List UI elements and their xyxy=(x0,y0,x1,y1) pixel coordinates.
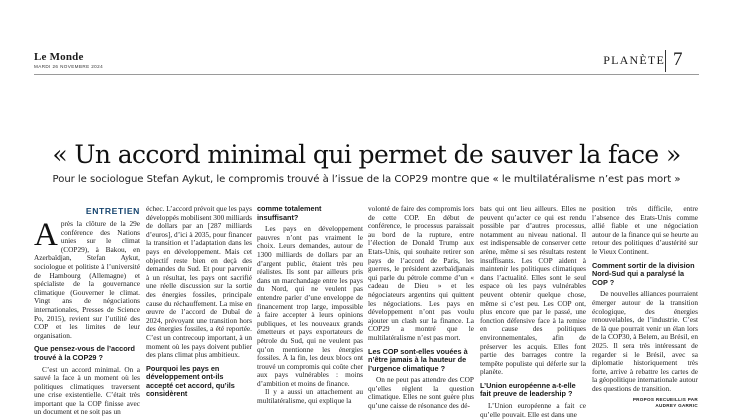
answer-2-continued: volonté de faire des compromis lors de cette COP. En début de conférence, le processus paraissait au bord de la rupture, entre l’élection de Donald Trump aux Etats-Unis, qui souhaite retirer son pays de l’accord de Paris, les guerres, le président azerbaïdjanais qui parle du pétrole comme d’un « cadeau de Dieu » et les négociateurs argentins qui quittent les négociations. Les pays en développement n’ont pas voulu ajouter un clash sur la finance. La COP29 a montré que le multilatéralisme n’est pas mort. xyxy=(368,204,474,342)
column-3 xyxy=(257,205,363,414)
intro-text: près la clôture de la 29e conférence des Nations unies sur le climat (COP29), à Bakou, en Azerbaïdjan, Stefan Aykut, sociologue et politiste à l’université de Hambourg (Allemagne) et spécialiste de la gouvernance climatique (Gouverner le climat. Vingt ans de négociations internationales, Presses de Science Po, 2015), revient sur l’utilité des COP et les limites de leur organisation. xyxy=(34,219,140,340)
question-4: L’Union européenne a-t-elle fait preuve de leadership ? xyxy=(480,380,576,399)
answer-5: De nouvelles alliances pourraient émerger autour de la transition écologique, des énergies renouvelables, de l’industrie. C’est de là que pourrait venir un élan lors de la COP30, à Belem, au Brésil, en 2025. Il sera très intéressant de regarder si le Brésil, avec sa diplomatie historiquement très forte, arrive à rebattre les cartes de la géopolitique internationale autour des questions de transition. xyxy=(592,289,698,393)
column-1 xyxy=(34,205,140,417)
article-standfirst: Pour le sociologue Stefan Aykut, le compromis trouvé à l’issue de la COP29 montre que « le multilatéralisme n’est pas mort » xyxy=(52,174,681,185)
answer-4-start: L’Union européenne a fait ce qu’elle pouvait. Elle est dans une xyxy=(480,401,586,419)
answer-1-start: C’est un accord minimal. On a sauvé la face à un moment où les politiques climatiques traversent une crise existentielle. C’était très important que la COP finisse avec un document et ne soit pas un xyxy=(34,364,140,417)
header-rule xyxy=(34,74,699,75)
column-5 xyxy=(480,204,586,419)
question-5: Comment sortir de la division Nord-Sud qui a paralysé la COP ? xyxy=(592,260,695,287)
masthead xyxy=(34,51,103,69)
drop-cap: A xyxy=(34,217,58,253)
newspaper-logo: Le Monde xyxy=(34,51,84,63)
question-3: Les COP sont-elles vouées à n’être jamais à la hauteur de l’urgence climatique ? xyxy=(368,346,468,373)
byline-author: AUDREY GARRIC xyxy=(655,403,698,409)
question-2-start: Pourquoi les pays en développement ont-ils accepté cet accord, qu’ils considèrent xyxy=(146,363,235,399)
page-number: 7 xyxy=(673,49,683,70)
byline-label: PROPOS RECUEILLIS PAR xyxy=(632,397,698,403)
section-name: PLANÈTE xyxy=(603,53,665,67)
intro-paragraph xyxy=(34,217,140,340)
article-kicker: ENTRETIEN xyxy=(85,206,140,216)
answer-3-start: On ne peut pas attendre des COP qu’elles règlent la question climatique. Elles ne sont guère plus qu’une caisse de résonance des dé- xyxy=(368,375,474,411)
answer-1-continued: échec. L’accord prévoit que les pays développés mobilisent 300 milliards de dollars par an [287 milliards d’euros], d’ici à 2035, pour financer la transition et l’adaptation dans les pays en développement. Mais cet objectif reste bien en deçà des demandes du Sud. Et pour parvenir à un résultat, les pays ont sacrifié une réelle discussion sur la sortie des énergies fossiles, principale cause du réchauffement. La mise en œuvre de l’accord de Dubaï de 2024, prévoyant une transition hors des énergies fossiles, a été reportée. C’est un contrecoup important, à un moment où les pays doivent publier des plans climat plus ambitieux. xyxy=(146,204,252,360)
question-1: Que pensez-vous de l’accord trouvé à la COP29 ? xyxy=(34,344,135,362)
dateline: MARDI 26 NOVEMBRE 2024 xyxy=(34,64,104,69)
answer-2: Les pays en développement pauvres n’ont pas vraiment le choix. Leurs demandes, autour de 1300 milliards de dollars par an d’argent public, étaient très peu réalistes. Ils sont par ailleurs pris dans un marchandage entre les pays du Nord, qui ne veulent pas entendre parler d’une enveloppe de financement trop large, impossible à faire accepter à leurs opinions publiques, et les nouveaux grands émetteurs et pays exportateurs de pétrole du Sud, qui ne veulent pas qu’on mentionne les énergies fossiles. À la fin, les deux blocs ont trouvé un compromis qui coûte cher aux pays vulnérables : moins d’ambition et moins de finance. xyxy=(257,224,363,388)
section-divider xyxy=(665,50,666,72)
answer-4-continued: position très difficile, entre l’absence des Etats-Unis comme allié fiable et une négociation autour de la finance qui se heurte au retour des politiques d’austérité sur le Vieux Continent. xyxy=(592,204,698,256)
column-4 xyxy=(368,205,474,414)
column-6 xyxy=(592,205,698,414)
answer-2-second-paragraph: Il y a aussi un attachement au multilatéralisme, qui explique la xyxy=(257,387,363,406)
answer-3-continued: bats qui ont lieu ailleurs. Elles ne peuvent qu’acter ce qui est rendu possible par d’autres processus, notamment au niveau national. Il est indispensable de conserver cette arène, même si ses résultats restent insuffisants. Les COP aident à maintenir les politiques climatiques dans l’actualité. Elles sont le seul espace où les pays vulnérables peuvent obtenir quelque chose, même si c’est peu. Les COP ont, plus encore que par le passé, une fonction défensive face à la remise en cause des politiques environnementales, afin de préserver les acquis. Elles font partie des barrages contre la tempête populiste qui déferle sur la planète. xyxy=(480,204,586,377)
article-headline: « Un accord minimal qui permet de sauver la face » xyxy=(52,140,681,169)
column-2 xyxy=(146,205,252,414)
question-2-end: comme totalement insuffisant? xyxy=(257,204,322,222)
